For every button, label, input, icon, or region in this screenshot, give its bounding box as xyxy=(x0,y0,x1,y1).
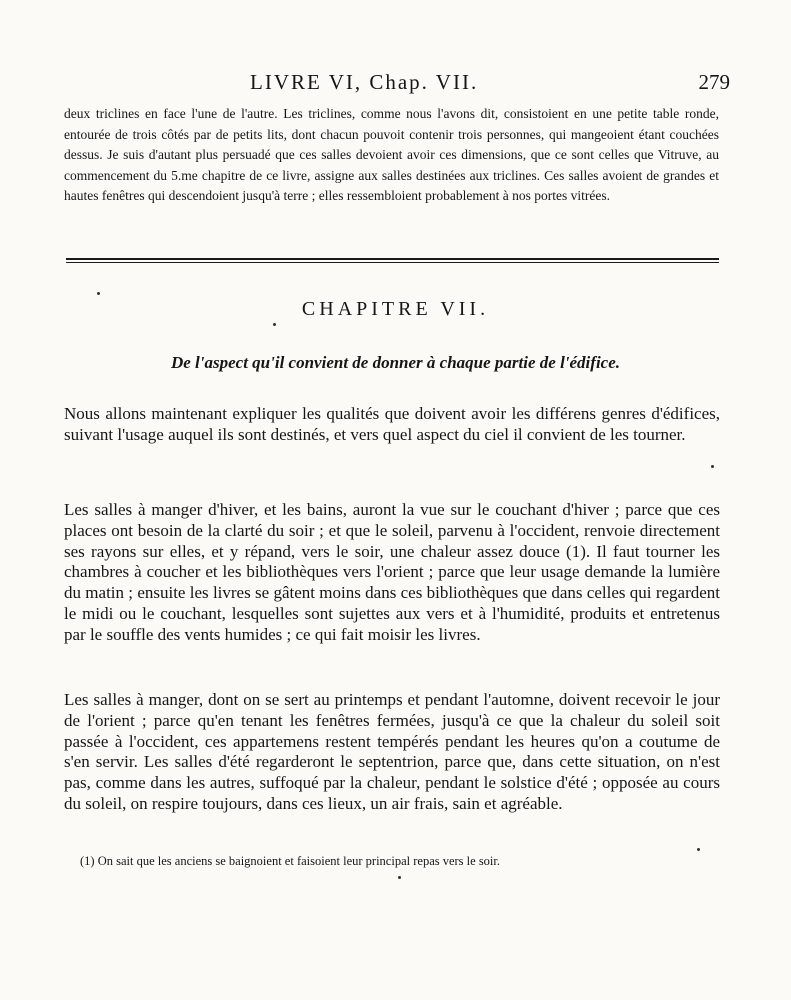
paragraph-2: Les salles à manger d'hiver, et les bains, auront la vue sur le couchant d'hiver ; parce que ces places ont besoin de la clarté du soir ; et que le soleil, parvenu à l'occident, renvoie directement ses rayons sur elles, et y répand, vers le soir, une chaleur assez douce (1). Il faut tourner les chambres à coucher et les bibliothèques vers l'orient ; parce que leur usage demande la lumière du matin ; ensuite les livres se gâtent moins dans ces bibliothèques que dans celles qui regardent le midi ou le couchant, lesquelles sont sujettes aux vers et à l'humidité, produits et entretenus par le souffle des vents humides ; ce qui fait moisir les livres. xyxy=(64,500,720,644)
ink-speck xyxy=(398,876,401,879)
page-number: 279 xyxy=(698,70,730,94)
paragraph-3: Les salles à manger, dont on se sert au printemps et pendant l'automne, doivent recevoir le jour de l'orient ; parce qu'en tenant les fenêtres fermées, jusqu'à ce que la chaleur du soleil soit passée à l'occident, ces appartemens restent tempérés pendant les heures qu'on a coutume de s'en servir. Les salles d'été regarderont le septentrion, parce que, dans cette situation, on n'est pas, comme dans les autres, suffoqué par la chaleur, pendant le solstice d'été ; opposée au cours du soleil, on respire toujours, dans ces lieux, un air frais, sain et agréable. xyxy=(64,690,720,813)
paragraph-1: Nous allons maintenant expliquer les qualités que doivent avoir les différens genres d'édifices, suivant l'usage auquel ils sont destinés, et vers quel aspect du ciel il convient de les tourner. xyxy=(64,404,720,444)
ink-speck xyxy=(97,292,100,295)
section-divider xyxy=(66,258,719,263)
ink-speck xyxy=(697,848,700,851)
chapter-title: CHAPITRE VII. xyxy=(301,298,490,320)
footnote-continuation: deux triclines en face l'une de l'autre. Les triclines, comme nous l'avons dit, consistoient en une petite table ronde, entourée de trois côtés par de petits lits, dont chacun pouvoit contenir trois personnes, qui mangeoient étant couchées dessus. Je suis d'autant plus persuadé que ces salles devoient avoir ces dimensions, que ce sont celles que Vitruve, au commencement du 5.me chapitre de ce livre, assigne aux salles destinées aux triclines. Ces salles avoient de grandes et hautes fenêtres qui descendoient jusqu'à terre ; elles ressembloient probablement à nos portes vitrées. xyxy=(64,106,719,203)
chapter-subtitle: De l'aspect qu'il convient de donner à chaque partie de l'édifice. xyxy=(170,353,621,372)
ink-speck xyxy=(273,323,276,326)
running-title: LIVRE VI, Chap. VII. xyxy=(250,70,479,94)
footnote: (1) On sait que les anciens se baignoient et faisoient leur principal repas vers le soir. xyxy=(80,854,501,868)
ink-speck xyxy=(711,465,714,468)
running-head xyxy=(60,70,730,96)
